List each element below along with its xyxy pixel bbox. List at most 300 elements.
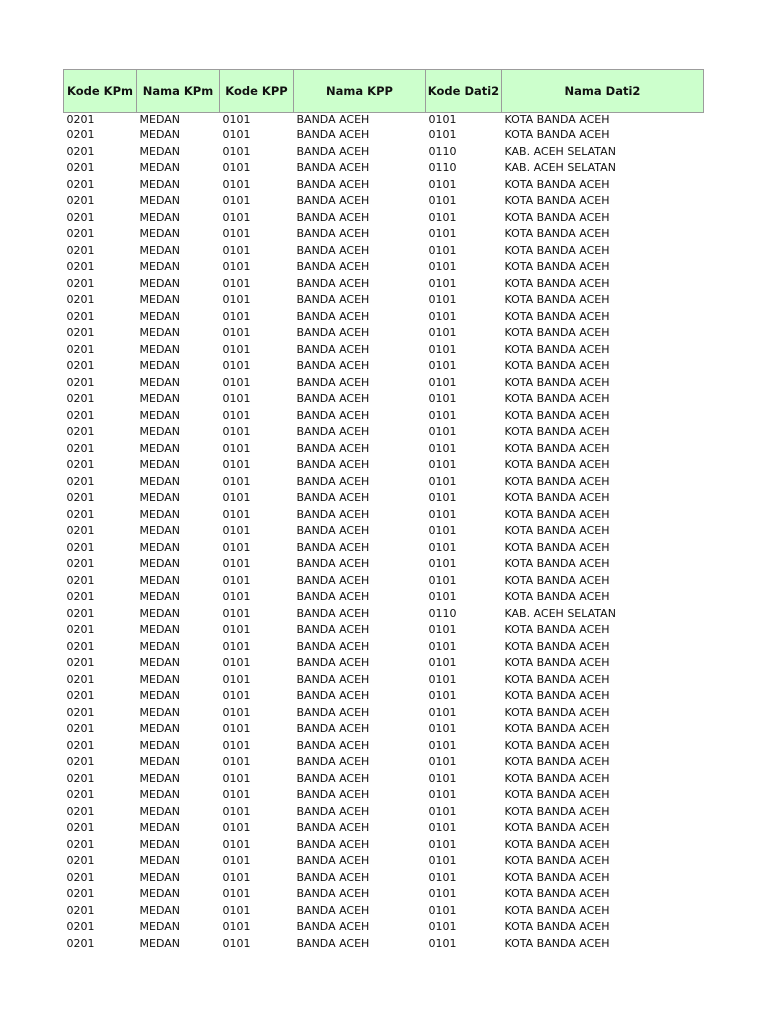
cell-nama-kpp[interactable]: BANDA ACEH	[296, 656, 370, 669]
cell-kode-kpp[interactable]: 0101	[222, 128, 251, 141]
cell-nama-kpm[interactable]: MEDAN	[139, 540, 180, 554]
cell-nama-dati2[interactable]: KOTA BANDA ACEH	[504, 128, 610, 141]
cell-nama-kpp[interactable]: BANDA ACEH	[296, 887, 370, 900]
cell-nama-dati2[interactable]: KAB. ACEH SELATAN	[504, 161, 616, 174]
cell-nama-dati2[interactable]: KOTA BANDA ACEH	[504, 870, 610, 884]
cell-kode-dati2[interactable]: 0101	[428, 128, 457, 141]
cell-kode-kpp[interactable]: 0101	[222, 920, 251, 933]
cell-nama-kpm[interactable]: MEDAN	[139, 408, 180, 422]
cell-nama-kpm[interactable]: MEDAN	[139, 870, 180, 884]
cell-nama-kpm[interactable]: MEDAN	[139, 144, 180, 158]
cell-kode-kpp[interactable]: 0101	[222, 507, 251, 521]
cell-kode-dati2[interactable]: 0101	[428, 326, 457, 339]
cell-kode-dati2[interactable]: 0101	[428, 771, 457, 785]
cell-kode-kpp[interactable]: 0101	[222, 821, 251, 834]
cell-nama-dati2[interactable]: KOTA BANDA ACEH	[504, 507, 610, 521]
cell-kode-kpp[interactable]: 0101	[222, 524, 251, 537]
cell-nama-kpm[interactable]: MEDAN	[139, 623, 180, 636]
cell-nama-kpp[interactable]: BANDA ACEH	[296, 524, 370, 537]
cell-nama-kpm[interactable]: MEDAN	[139, 359, 180, 372]
cell-nama-kpm[interactable]: MEDAN	[139, 590, 180, 603]
cell-kode-dati2[interactable]: 0101	[428, 837, 457, 851]
cell-nama-kpp[interactable]: BANDA ACEH	[296, 491, 370, 504]
cell-kode-kpm[interactable]: 0201	[66, 210, 95, 224]
cell-kode-kpm[interactable]: 0201	[66, 672, 95, 686]
cell-nama-dati2[interactable]: KOTA BANDA ACEH	[504, 821, 610, 834]
cell-nama-kpm[interactable]: MEDAN	[139, 705, 180, 719]
header-kode-dati2[interactable]: Kode Dati2	[426, 70, 502, 113]
cell-kode-dati2[interactable]: 0101	[428, 425, 457, 438]
cell-nama-dati2[interactable]: KOTA BANDA ACEH	[504, 639, 610, 653]
cell-kode-dati2[interactable]: 0101	[428, 540, 457, 554]
cell-nama-dati2[interactable]: KOTA BANDA ACEH	[504, 408, 610, 422]
cell-kode-kpm[interactable]: 0201	[66, 771, 95, 785]
cell-kode-kpm[interactable]: 0201	[66, 821, 95, 834]
header-kode-kpp[interactable]: Kode KPP	[220, 70, 294, 113]
cell-nama-dati2[interactable]: KOTA BANDA ACEH	[504, 260, 610, 273]
cell-nama-kpm[interactable]: MEDAN	[139, 425, 180, 438]
cell-kode-kpm[interactable]: 0201	[66, 507, 95, 521]
cell-kode-kpm[interactable]: 0201	[66, 309, 95, 323]
cell-kode-dati2[interactable]: 0101	[428, 788, 457, 801]
cell-kode-kpm[interactable]: 0201	[66, 194, 95, 207]
cell-kode-kpm[interactable]: 0201	[66, 113, 95, 126]
cell-nama-kpm[interactable]: MEDAN	[139, 113, 180, 126]
cell-kode-dati2[interactable]: 0101	[428, 359, 457, 372]
cell-nama-kpp[interactable]: BANDA ACEH	[296, 359, 370, 372]
cell-nama-kpp[interactable]: BANDA ACEH	[296, 755, 370, 768]
cell-nama-kpm[interactable]: MEDAN	[139, 194, 180, 207]
cell-kode-kpp[interactable]: 0101	[222, 722, 251, 735]
cell-kode-kpm[interactable]: 0201	[66, 755, 95, 768]
cell-kode-kpm[interactable]: 0201	[66, 738, 95, 752]
cell-nama-kpp[interactable]: BANDA ACEH	[296, 639, 370, 653]
cell-kode-dati2[interactable]: 0101	[428, 672, 457, 686]
cell-nama-kpm[interactable]: MEDAN	[139, 887, 180, 900]
cell-nama-dati2[interactable]: KOTA BANDA ACEH	[504, 722, 610, 735]
cell-nama-dati2[interactable]: KOTA BANDA ACEH	[504, 590, 610, 603]
cell-kode-kpm[interactable]: 0201	[66, 804, 95, 818]
cell-nama-dati2[interactable]: KOTA BANDA ACEH	[504, 293, 610, 306]
cell-nama-kpm[interactable]: MEDAN	[139, 458, 180, 471]
cell-kode-dati2[interactable]: 0101	[428, 458, 457, 471]
cell-kode-kpp[interactable]: 0101	[222, 672, 251, 686]
header-kode-kpm[interactable]: Kode KPm	[64, 70, 137, 113]
cell-kode-kpm[interactable]: 0201	[66, 144, 95, 158]
cell-kode-kpm[interactable]: 0201	[66, 656, 95, 669]
cell-kode-kpp[interactable]: 0101	[222, 540, 251, 554]
cell-kode-dati2[interactable]: 0101	[428, 738, 457, 752]
cell-nama-kpm[interactable]: MEDAN	[139, 903, 180, 917]
cell-nama-kpm[interactable]: MEDAN	[139, 557, 180, 570]
cell-nama-kpp[interactable]: BANDA ACEH	[296, 194, 370, 207]
cell-nama-dati2[interactable]: KOTA BANDA ACEH	[504, 738, 610, 752]
cell-kode-kpm[interactable]: 0201	[66, 458, 95, 471]
cell-nama-dati2[interactable]: KOTA BANDA ACEH	[504, 177, 610, 191]
cell-kode-kpp[interactable]: 0101	[222, 326, 251, 339]
cell-nama-dati2[interactable]: KOTA BANDA ACEH	[504, 672, 610, 686]
cell-nama-kpp[interactable]: BANDA ACEH	[296, 507, 370, 521]
cell-kode-kpm[interactable]: 0201	[66, 227, 95, 240]
cell-kode-kpm[interactable]: 0201	[66, 375, 95, 389]
cell-kode-kpm[interactable]: 0201	[66, 276, 95, 290]
cell-nama-dati2[interactable]: KOTA BANDA ACEH	[504, 326, 610, 339]
cell-nama-kpp[interactable]: BANDA ACEH	[296, 375, 370, 389]
cell-nama-kpp[interactable]: BANDA ACEH	[296, 672, 370, 686]
cell-nama-dati2[interactable]: KOTA BANDA ACEH	[504, 359, 610, 372]
cell-nama-kpm[interactable]: MEDAN	[139, 128, 180, 141]
cell-kode-kpm[interactable]: 0201	[66, 837, 95, 851]
cell-kode-kpp[interactable]: 0101	[222, 458, 251, 471]
cell-kode-kpp[interactable]: 0101	[222, 425, 251, 438]
cell-nama-dati2[interactable]: KOTA BANDA ACEH	[504, 375, 610, 389]
cell-nama-kpp[interactable]: BANDA ACEH	[296, 177, 370, 191]
cell-kode-dati2[interactable]: 0101	[428, 491, 457, 504]
cell-nama-dati2[interactable]: KOTA BANDA ACEH	[504, 705, 610, 719]
cell-nama-dati2[interactable]: KOTA BANDA ACEH	[504, 689, 610, 702]
cell-nama-kpp[interactable]: BANDA ACEH	[296, 113, 370, 126]
cell-nama-dati2[interactable]: KOTA BANDA ACEH	[504, 276, 610, 290]
cell-nama-kpp[interactable]: BANDA ACEH	[296, 342, 370, 356]
cell-kode-kpp[interactable]: 0101	[222, 738, 251, 752]
cell-kode-kpp[interactable]: 0101	[222, 210, 251, 224]
cell-nama-kpm[interactable]: MEDAN	[139, 507, 180, 521]
cell-nama-kpp[interactable]: BANDA ACEH	[296, 144, 370, 158]
cell-kode-kpp[interactable]: 0101	[222, 755, 251, 768]
cell-kode-kpm[interactable]: 0201	[66, 177, 95, 191]
cell-kode-kpm[interactable]: 0201	[66, 722, 95, 735]
cell-kode-kpp[interactable]: 0101	[222, 623, 251, 636]
cell-nama-kpm[interactable]: MEDAN	[139, 161, 180, 174]
cell-kode-kpp[interactable]: 0101	[222, 113, 251, 126]
cell-nama-kpm[interactable]: MEDAN	[139, 837, 180, 851]
cell-kode-dati2[interactable]: 0101	[428, 870, 457, 884]
cell-kode-dati2[interactable]: 0110	[428, 606, 457, 620]
cell-nama-kpm[interactable]: MEDAN	[139, 738, 180, 752]
cell-kode-dati2[interactable]: 0101	[428, 887, 457, 900]
cell-nama-dati2[interactable]: KOTA BANDA ACEH	[504, 441, 610, 455]
cell-nama-kpp[interactable]: BANDA ACEH	[296, 128, 370, 141]
cell-nama-kpm[interactable]: MEDAN	[139, 375, 180, 389]
cell-kode-dati2[interactable]: 0101	[428, 375, 457, 389]
cell-nama-dati2[interactable]: KOTA BANDA ACEH	[504, 804, 610, 818]
cell-nama-dati2[interactable]: KOTA BANDA ACEH	[504, 474, 610, 488]
cell-kode-dati2[interactable]: 0101	[428, 573, 457, 587]
cell-kode-kpm[interactable]: 0201	[66, 326, 95, 339]
cell-nama-kpm[interactable]: MEDAN	[139, 936, 180, 950]
cell-kode-kpp[interactable]: 0101	[222, 573, 251, 587]
cell-nama-kpm[interactable]: MEDAN	[139, 606, 180, 620]
cell-nama-kpp[interactable]: BANDA ACEH	[296, 788, 370, 801]
cell-kode-kpm[interactable]: 0201	[66, 788, 95, 801]
header-nama-kpp[interactable]: Nama KPP	[294, 70, 426, 113]
cell-kode-dati2[interactable]: 0101	[428, 623, 457, 636]
cell-kode-kpm[interactable]: 0201	[66, 557, 95, 570]
cell-nama-kpp[interactable]: BANDA ACEH	[296, 425, 370, 438]
cell-kode-kpm[interactable]: 0201	[66, 293, 95, 306]
cell-kode-kpp[interactable]: 0101	[222, 392, 251, 405]
cell-nama-kpp[interactable]: BANDA ACEH	[296, 441, 370, 455]
cell-nama-kpp[interactable]: BANDA ACEH	[296, 458, 370, 471]
cell-kode-kpp[interactable]: 0101	[222, 606, 251, 620]
cell-kode-kpm[interactable]: 0201	[66, 936, 95, 950]
cell-kode-kpp[interactable]: 0101	[222, 375, 251, 389]
cell-kode-dati2[interactable]: 0101	[428, 507, 457, 521]
cell-kode-dati2[interactable]: 0101	[428, 854, 457, 867]
cell-kode-kpm[interactable]: 0201	[66, 540, 95, 554]
cell-nama-dati2[interactable]: KOTA BANDA ACEH	[504, 243, 610, 257]
cell-kode-kpp[interactable]: 0101	[222, 887, 251, 900]
cell-kode-kpp[interactable]: 0101	[222, 276, 251, 290]
cell-nama-dati2[interactable]: KOTA BANDA ACEH	[504, 540, 610, 554]
cell-nama-kpm[interactable]: MEDAN	[139, 326, 180, 339]
cell-kode-dati2[interactable]: 0101	[428, 920, 457, 933]
cell-kode-kpm[interactable]: 0201	[66, 870, 95, 884]
cell-nama-kpm[interactable]: MEDAN	[139, 920, 180, 933]
cell-nama-kpm[interactable]: MEDAN	[139, 309, 180, 323]
cell-nama-dati2[interactable]: KAB. ACEH SELATAN	[504, 144, 616, 158]
cell-nama-dati2[interactable]: KOTA BANDA ACEH	[504, 113, 610, 126]
cell-kode-kpm[interactable]: 0201	[66, 854, 95, 867]
cell-kode-kpp[interactable]: 0101	[222, 227, 251, 240]
cell-nama-kpp[interactable]: BANDA ACEH	[296, 227, 370, 240]
cell-kode-kpp[interactable]: 0101	[222, 161, 251, 174]
cell-kode-kpm[interactable]: 0201	[66, 342, 95, 356]
cell-kode-kpm[interactable]: 0201	[66, 474, 95, 488]
cell-nama-dati2[interactable]: KOTA BANDA ACEH	[504, 854, 610, 867]
cell-kode-kpp[interactable]: 0101	[222, 260, 251, 273]
cell-nama-dati2[interactable]: KOTA BANDA ACEH	[504, 342, 610, 356]
cell-nama-kpm[interactable]: MEDAN	[139, 177, 180, 191]
cell-kode-dati2[interactable]: 0110	[428, 161, 457, 174]
cell-nama-dati2[interactable]: KAB. ACEH SELATAN	[504, 606, 616, 620]
cell-kode-kpp[interactable]: 0101	[222, 408, 251, 422]
cell-kode-dati2[interactable]: 0101	[428, 705, 457, 719]
cell-nama-dati2[interactable]: KOTA BANDA ACEH	[504, 755, 610, 768]
cell-nama-kpp[interactable]: BANDA ACEH	[296, 920, 370, 933]
cell-kode-kpm[interactable]: 0201	[66, 359, 95, 372]
cell-kode-kpm[interactable]: 0201	[66, 639, 95, 653]
cell-kode-dati2[interactable]: 0101	[428, 441, 457, 455]
cell-nama-kpm[interactable]: MEDAN	[139, 788, 180, 801]
cell-kode-kpp[interactable]: 0101	[222, 557, 251, 570]
cell-kode-kpm[interactable]: 0201	[66, 243, 95, 257]
cell-nama-kpp[interactable]: BANDA ACEH	[296, 689, 370, 702]
cell-nama-kpm[interactable]: MEDAN	[139, 722, 180, 735]
cell-nama-kpp[interactable]: BANDA ACEH	[296, 540, 370, 554]
cell-kode-dati2[interactable]: 0101	[428, 656, 457, 669]
cell-nama-kpp[interactable]: BANDA ACEH	[296, 557, 370, 570]
cell-nama-dati2[interactable]: KOTA BANDA ACEH	[504, 458, 610, 471]
cell-kode-dati2[interactable]: 0101	[428, 936, 457, 950]
cell-kode-kpm[interactable]: 0201	[66, 392, 95, 405]
cell-nama-dati2[interactable]: KOTA BANDA ACEH	[504, 227, 610, 240]
cell-nama-dati2[interactable]: KOTA BANDA ACEH	[504, 837, 610, 851]
cell-nama-dati2[interactable]: KOTA BANDA ACEH	[504, 573, 610, 587]
cell-nama-kpm[interactable]: MEDAN	[139, 342, 180, 356]
cell-nama-dati2[interactable]: KOTA BANDA ACEH	[504, 524, 610, 537]
cell-kode-kpp[interactable]: 0101	[222, 177, 251, 191]
cell-kode-kpp[interactable]: 0101	[222, 491, 251, 504]
cell-kode-kpm[interactable]: 0201	[66, 920, 95, 933]
cell-nama-dati2[interactable]: KOTA BANDA ACEH	[504, 491, 610, 504]
cell-nama-kpm[interactable]: MEDAN	[139, 474, 180, 488]
cell-nama-kpp[interactable]: BANDA ACEH	[296, 722, 370, 735]
cell-kode-kpm[interactable]: 0201	[66, 128, 95, 141]
cell-nama-kpp[interactable]: BANDA ACEH	[296, 623, 370, 636]
cell-nama-kpp[interactable]: BANDA ACEH	[296, 837, 370, 851]
cell-kode-dati2[interactable]: 0101	[428, 689, 457, 702]
cell-kode-dati2[interactable]: 0101	[428, 113, 457, 126]
cell-kode-kpm[interactable]: 0201	[66, 441, 95, 455]
cell-nama-dati2[interactable]: KOTA BANDA ACEH	[504, 903, 610, 917]
cell-nama-kpp[interactable]: BANDA ACEH	[296, 870, 370, 884]
cell-kode-kpp[interactable]: 0101	[222, 936, 251, 950]
cell-kode-dati2[interactable]: 0101	[428, 210, 457, 224]
cell-nama-kpm[interactable]: MEDAN	[139, 276, 180, 290]
cell-nama-kpp[interactable]: BANDA ACEH	[296, 573, 370, 587]
cell-kode-kpm[interactable]: 0201	[66, 887, 95, 900]
cell-kode-dati2[interactable]: 0101	[428, 243, 457, 257]
cell-kode-dati2[interactable]: 0101	[428, 408, 457, 422]
cell-kode-dati2[interactable]: 0101	[428, 590, 457, 603]
cell-kode-kpp[interactable]: 0101	[222, 870, 251, 884]
cell-kode-kpp[interactable]: 0101	[222, 689, 251, 702]
cell-nama-kpm[interactable]: MEDAN	[139, 260, 180, 273]
cell-kode-kpp[interactable]: 0101	[222, 705, 251, 719]
cell-nama-dati2[interactable]: KOTA BANDA ACEH	[504, 309, 610, 323]
cell-nama-kpm[interactable]: MEDAN	[139, 656, 180, 669]
cell-kode-dati2[interactable]: 0101	[428, 392, 457, 405]
cell-nama-kpp[interactable]: BANDA ACEH	[296, 243, 370, 257]
cell-kode-kpp[interactable]: 0101	[222, 309, 251, 323]
cell-kode-kpp[interactable]: 0101	[222, 804, 251, 818]
cell-nama-kpp[interactable]: BANDA ACEH	[296, 903, 370, 917]
cell-kode-kpp[interactable]: 0101	[222, 590, 251, 603]
cell-nama-kpm[interactable]: MEDAN	[139, 293, 180, 306]
header-nama-dati2[interactable]: Nama Dati2	[502, 70, 704, 113]
cell-kode-dati2[interactable]: 0101	[428, 474, 457, 488]
cell-nama-kpp[interactable]: BANDA ACEH	[296, 260, 370, 273]
cell-kode-kpm[interactable]: 0201	[66, 524, 95, 537]
cell-kode-kpp[interactable]: 0101	[222, 788, 251, 801]
cell-kode-kpp[interactable]: 0101	[222, 639, 251, 653]
cell-kode-kpm[interactable]: 0201	[66, 903, 95, 917]
cell-kode-dati2[interactable]: 0101	[428, 557, 457, 570]
cell-kode-dati2[interactable]: 0101	[428, 309, 457, 323]
cell-kode-dati2[interactable]: 0101	[428, 194, 457, 207]
cell-kode-dati2[interactable]: 0101	[428, 227, 457, 240]
cell-kode-kpp[interactable]: 0101	[222, 854, 251, 867]
cell-nama-kpp[interactable]: BANDA ACEH	[296, 392, 370, 405]
cell-nama-dati2[interactable]: KOTA BANDA ACEH	[504, 194, 610, 207]
cell-nama-kpm[interactable]: MEDAN	[139, 491, 180, 504]
cell-kode-dati2[interactable]: 0101	[428, 903, 457, 917]
cell-nama-dati2[interactable]: KOTA BANDA ACEH	[504, 425, 610, 438]
cell-kode-dati2[interactable]: 0101	[428, 524, 457, 537]
cell-nama-kpm[interactable]: MEDAN	[139, 821, 180, 834]
cell-nama-kpp[interactable]: BANDA ACEH	[296, 293, 370, 306]
cell-kode-dati2[interactable]: 0101	[428, 639, 457, 653]
cell-kode-kpp[interactable]: 0101	[222, 194, 251, 207]
cell-nama-dati2[interactable]: KOTA BANDA ACEH	[504, 788, 610, 801]
cell-kode-kpp[interactable]: 0101	[222, 243, 251, 257]
cell-nama-dati2[interactable]: KOTA BANDA ACEH	[504, 210, 610, 224]
cell-kode-kpm[interactable]: 0201	[66, 491, 95, 504]
cell-kode-kpp[interactable]: 0101	[222, 342, 251, 356]
cell-nama-kpm[interactable]: MEDAN	[139, 573, 180, 587]
cell-nama-kpp[interactable]: BANDA ACEH	[296, 705, 370, 719]
cell-kode-dati2[interactable]: 0101	[428, 276, 457, 290]
cell-kode-kpm[interactable]: 0201	[66, 590, 95, 603]
cell-nama-kpm[interactable]: MEDAN	[139, 639, 180, 653]
cell-nama-kpm[interactable]: MEDAN	[139, 392, 180, 405]
cell-nama-kpm[interactable]: MEDAN	[139, 755, 180, 768]
cell-kode-kpm[interactable]: 0201	[66, 705, 95, 719]
cell-nama-kpm[interactable]: MEDAN	[139, 672, 180, 686]
cell-kode-kpp[interactable]: 0101	[222, 144, 251, 158]
cell-nama-kpp[interactable]: BANDA ACEH	[296, 854, 370, 867]
header-nama-kpm[interactable]: Nama KPm	[137, 70, 220, 113]
cell-nama-dati2[interactable]: KOTA BANDA ACEH	[504, 623, 610, 636]
cell-nama-kpm[interactable]: MEDAN	[139, 771, 180, 785]
cell-kode-dati2[interactable]: 0110	[428, 144, 457, 158]
cell-kode-kpm[interactable]: 0201	[66, 425, 95, 438]
cell-nama-kpm[interactable]: MEDAN	[139, 804, 180, 818]
cell-nama-dati2[interactable]: KOTA BANDA ACEH	[504, 920, 610, 933]
cell-nama-kpm[interactable]: MEDAN	[139, 854, 180, 867]
cell-kode-kpm[interactable]: 0201	[66, 161, 95, 174]
cell-nama-kpp[interactable]: BANDA ACEH	[296, 408, 370, 422]
cell-nama-kpm[interactable]: MEDAN	[139, 243, 180, 257]
cell-kode-kpp[interactable]: 0101	[222, 903, 251, 917]
cell-kode-dati2[interactable]: 0101	[428, 821, 457, 834]
cell-kode-kpm[interactable]: 0201	[66, 573, 95, 587]
cell-kode-dati2[interactable]: 0101	[428, 293, 457, 306]
cell-nama-kpp[interactable]: BANDA ACEH	[296, 210, 370, 224]
cell-kode-kpm[interactable]: 0201	[66, 623, 95, 636]
cell-kode-kpm[interactable]: 0201	[66, 689, 95, 702]
cell-kode-dati2[interactable]: 0101	[428, 260, 457, 273]
cell-kode-kpp[interactable]: 0101	[222, 474, 251, 488]
cell-nama-kpp[interactable]: BANDA ACEH	[296, 276, 370, 290]
cell-nama-kpp[interactable]: BANDA ACEH	[296, 161, 370, 174]
cell-kode-kpp[interactable]: 0101	[222, 837, 251, 851]
cell-nama-kpp[interactable]: BANDA ACEH	[296, 606, 370, 620]
cell-kode-dati2[interactable]: 0101	[428, 177, 457, 191]
cell-nama-kpm[interactable]: MEDAN	[139, 227, 180, 240]
cell-nama-kpp[interactable]: BANDA ACEH	[296, 590, 370, 603]
cell-nama-kpp[interactable]: BANDA ACEH	[296, 804, 370, 818]
cell-nama-dati2[interactable]: KOTA BANDA ACEH	[504, 771, 610, 785]
cell-nama-kpm[interactable]: MEDAN	[139, 210, 180, 224]
cell-kode-kpp[interactable]: 0101	[222, 771, 251, 785]
cell-nama-dati2[interactable]: KOTA BANDA ACEH	[504, 392, 610, 405]
cell-kode-dati2[interactable]: 0101	[428, 722, 457, 735]
cell-kode-kpm[interactable]: 0201	[66, 408, 95, 422]
cell-nama-kpp[interactable]: BANDA ACEH	[296, 309, 370, 323]
cell-nama-kpp[interactable]: BANDA ACEH	[296, 821, 370, 834]
cell-nama-kpp[interactable]: BANDA ACEH	[296, 474, 370, 488]
cell-nama-kpp[interactable]: BANDA ACEH	[296, 738, 370, 752]
cell-kode-kpp[interactable]: 0101	[222, 441, 251, 455]
cell-nama-kpm[interactable]: MEDAN	[139, 524, 180, 537]
cell-nama-kpp[interactable]: BANDA ACEH	[296, 771, 370, 785]
cell-kode-kpm[interactable]: 0201	[66, 260, 95, 273]
cell-nama-dati2[interactable]: KOTA BANDA ACEH	[504, 887, 610, 900]
cell-nama-kpm[interactable]: MEDAN	[139, 689, 180, 702]
cell-kode-dati2[interactable]: 0101	[428, 804, 457, 818]
